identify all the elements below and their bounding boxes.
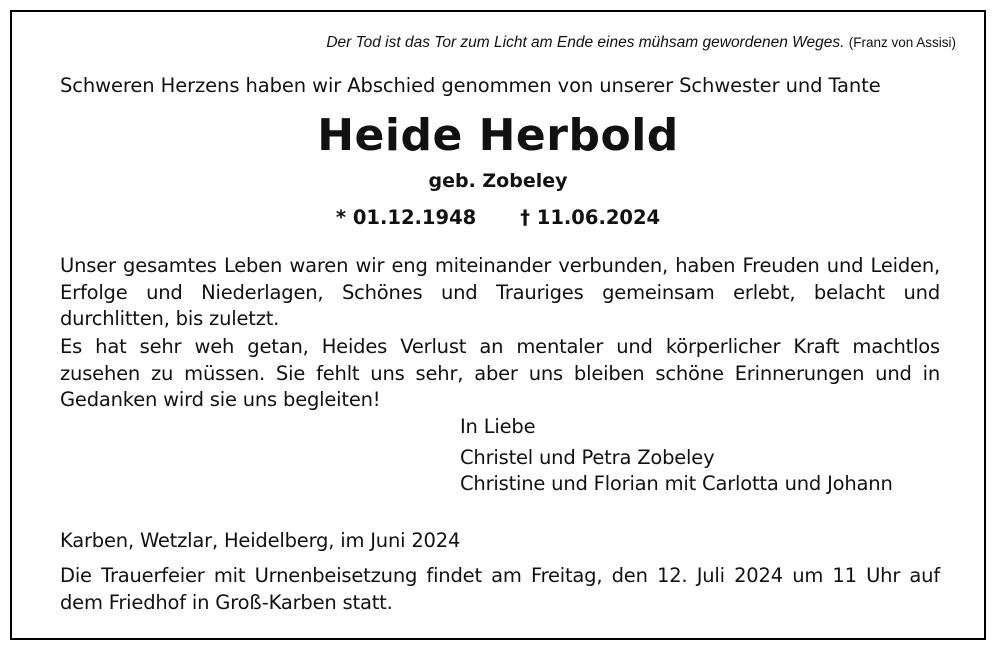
death-date: † 11.06.2024	[520, 206, 661, 229]
deceased-name: Heide Herbold	[317, 110, 679, 161]
ceremony-info: Die Trauerfeier mit Urnenbeisetzung findet am Freitag, den 12. Juli 2024 um 11 Uhr auf dem Friedhof in Groß-Karben statt.	[60, 564, 940, 614]
quote-text: Der Tod ist das Tor zum Licht am Ende eines mühsam gewordenen Weges.	[326, 34, 845, 51]
birth-date: * 01.12.1948	[335, 206, 477, 229]
place-date: Karben, Wetzlar, Heidelberg, im Juni 2024	[60, 529, 461, 552]
maiden-name: geb. Zobeley	[428, 170, 568, 192]
intro-line: Schweren Herzens haben wir Abschied genommen von unserer Schwester und Tante	[60, 74, 881, 97]
life-dates	[12, 206, 984, 229]
quote-author: (Franz von Assisi)	[848, 35, 956, 50]
epigraph-quote	[326, 34, 956, 52]
obituary-notice	[10, 10, 986, 640]
body-paragraph: Es hat sehr weh getan, Heides Verlust an mentaler und körperlicher Kraft machtlos zusehen zu müssen. Sie fehlt uns sehr, aber uns bleiben schöne Erinnerungen und in Gedanken wird sie uns begleiten!	[60, 335, 940, 411]
signature-line: Christel und Petra Zobeley	[460, 446, 715, 469]
signature-closing: In Liebe	[460, 415, 536, 438]
body-paragraph: Unser gesamtes Leben waren wir eng miteinander verbunden, haben Freuden und Leiden, Erfolge und Niederlagen, Schönes und Trauriges gemeinsam erlebt, belacht und durchlitten, bis zuletzt.	[60, 254, 940, 330]
signature-line: Christine und Florian mit Carlotta und Johann	[460, 472, 893, 495]
